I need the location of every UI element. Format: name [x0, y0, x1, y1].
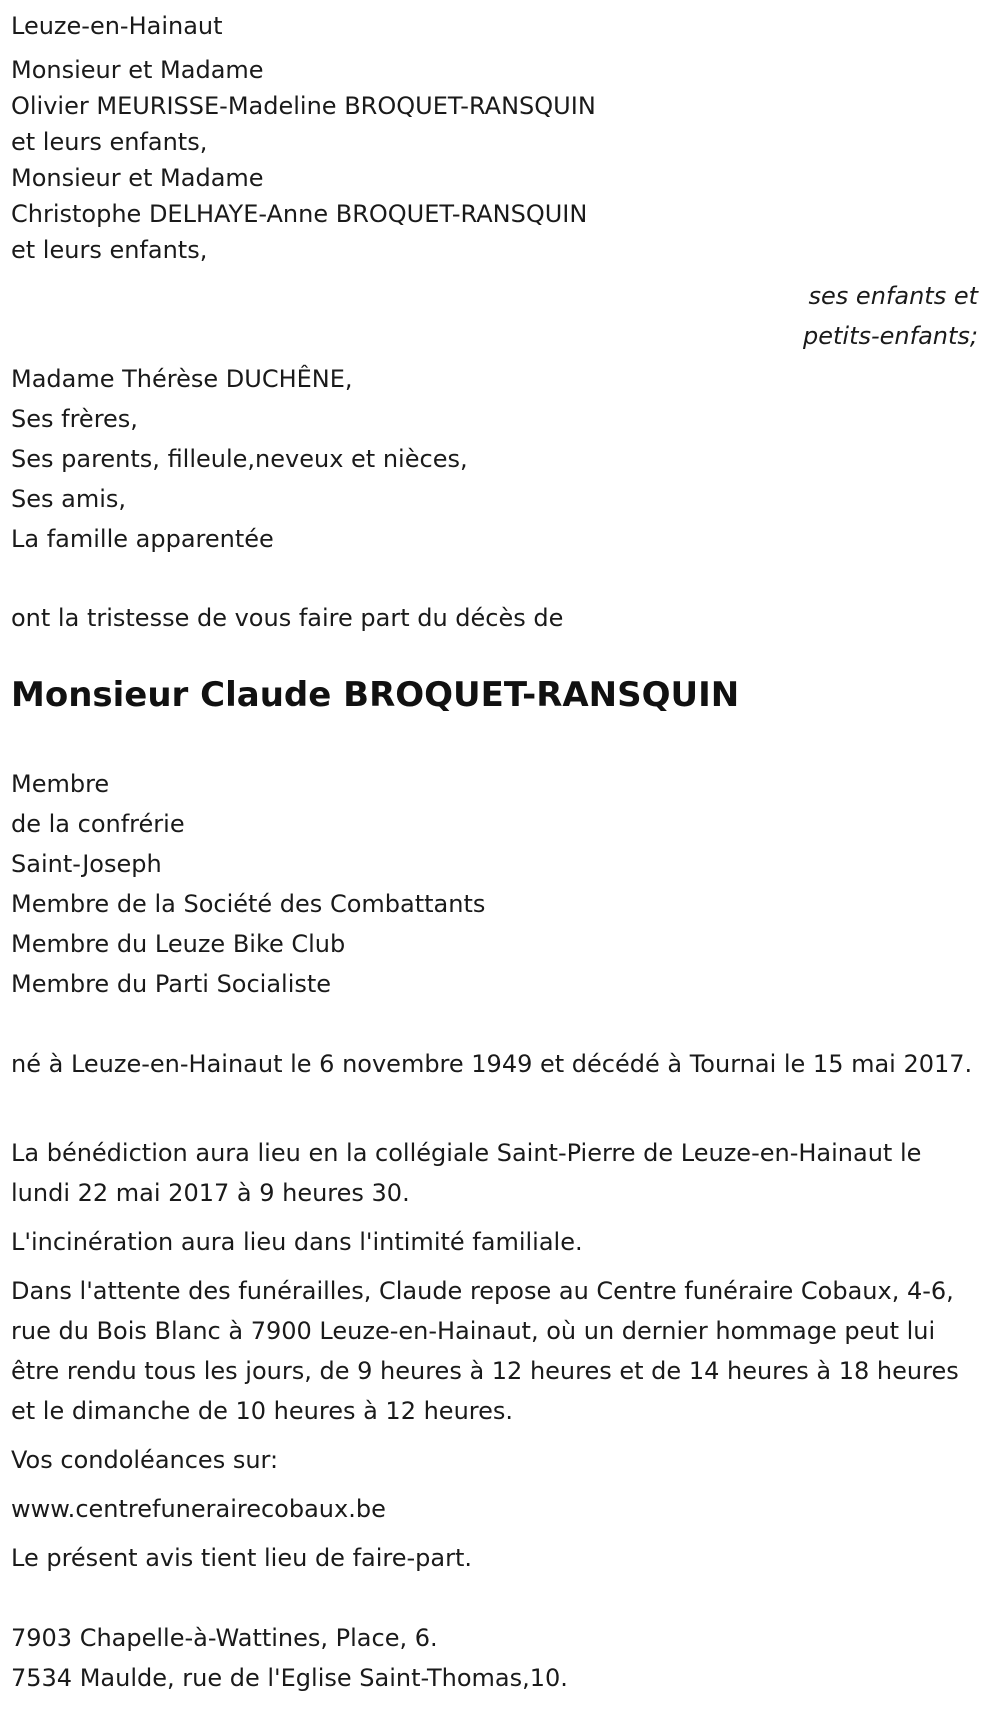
other-relative-line: Ses amis,	[11, 485, 127, 513]
other-relative-line: La famille apparentée	[11, 525, 274, 553]
condolences-label: Vos condoléances sur:	[11, 1446, 279, 1474]
membership-line: Membre du Leuze Bike Club	[11, 930, 346, 958]
membership-line: Membre du Parti Socialiste	[11, 970, 332, 998]
family-line: Monsieur et Madame	[11, 164, 264, 192]
birth-death-paragraph: né à Leuze-en-Hainaut le 6 novembre 1949 et décédé à Tournai le 15 mai 2017.	[11, 1050, 973, 1078]
family-line: Monsieur et Madame	[11, 56, 264, 84]
relation-label: ses enfants et	[808, 282, 978, 310]
family-line: Christophe DELHAYE-Anne BROQUET-RANSQUIN	[11, 200, 588, 228]
incineration-paragraph: L'incinération aura lieu dans l'intimité familiale.	[11, 1228, 583, 1256]
relation-label: petits-enfants;	[803, 322, 978, 350]
membership-line: Membre	[11, 770, 110, 798]
benediction-paragraph: La bénédiction aura lieu en la collégiale Saint-Pierre de Leuze-en-Hainaut le lundi 22 mai 2017 à 9 heures 30.	[11, 1139, 922, 1207]
address-line: 7903 Chapelle-à-Wattines, Place, 6.	[11, 1624, 438, 1652]
membership-line: Membre de la Société des Combattants	[11, 890, 486, 918]
deceased-name: Monsieur Claude BROQUET-RANSQUIN	[11, 675, 740, 715]
other-relative-line: Madame Thérèse DUCHÊNE,	[11, 365, 353, 393]
other-relative-line: Ses parents, filleule,neveux et nièces,	[11, 445, 468, 473]
membership-line: Saint-Joseph	[11, 850, 162, 878]
family-line: et leurs enfants,	[11, 128, 208, 156]
city-heading: Leuze-en-Hainaut	[11, 12, 223, 40]
notice-text: Le présent avis tient lieu de faire-part.	[11, 1544, 473, 1572]
address-line: 7534 Maulde, rue de l'Eglise Saint-Thomas,10.	[11, 1664, 568, 1692]
viewing-paragraph: Dans l'attente des funérailles, Claude repose au Centre funéraire Cobaux, 4-6, rue du Bois Blanc à 7900 Leuze-en-Hainaut, où un dernier hommage peut lui être rendu tous les jours, de 9 heures à 12 heures et de 14 heures à 18 heures et le dimanche de 10 heures à 12 heures.	[11, 1277, 959, 1425]
family-line: et leurs enfants,	[11, 236, 208, 264]
membership-line: de la confrérie	[11, 810, 185, 838]
other-relative-line: Ses frères,	[11, 405, 138, 433]
condolences-website[interactable]: www.centrefunerairecobaux.be	[11, 1495, 386, 1523]
announcement-text: ont la tristesse de vous faire part du décès de	[11, 604, 564, 632]
family-line: Olivier MEURISSE-Madeline BROQUET-RANSQUIN	[11, 92, 596, 120]
